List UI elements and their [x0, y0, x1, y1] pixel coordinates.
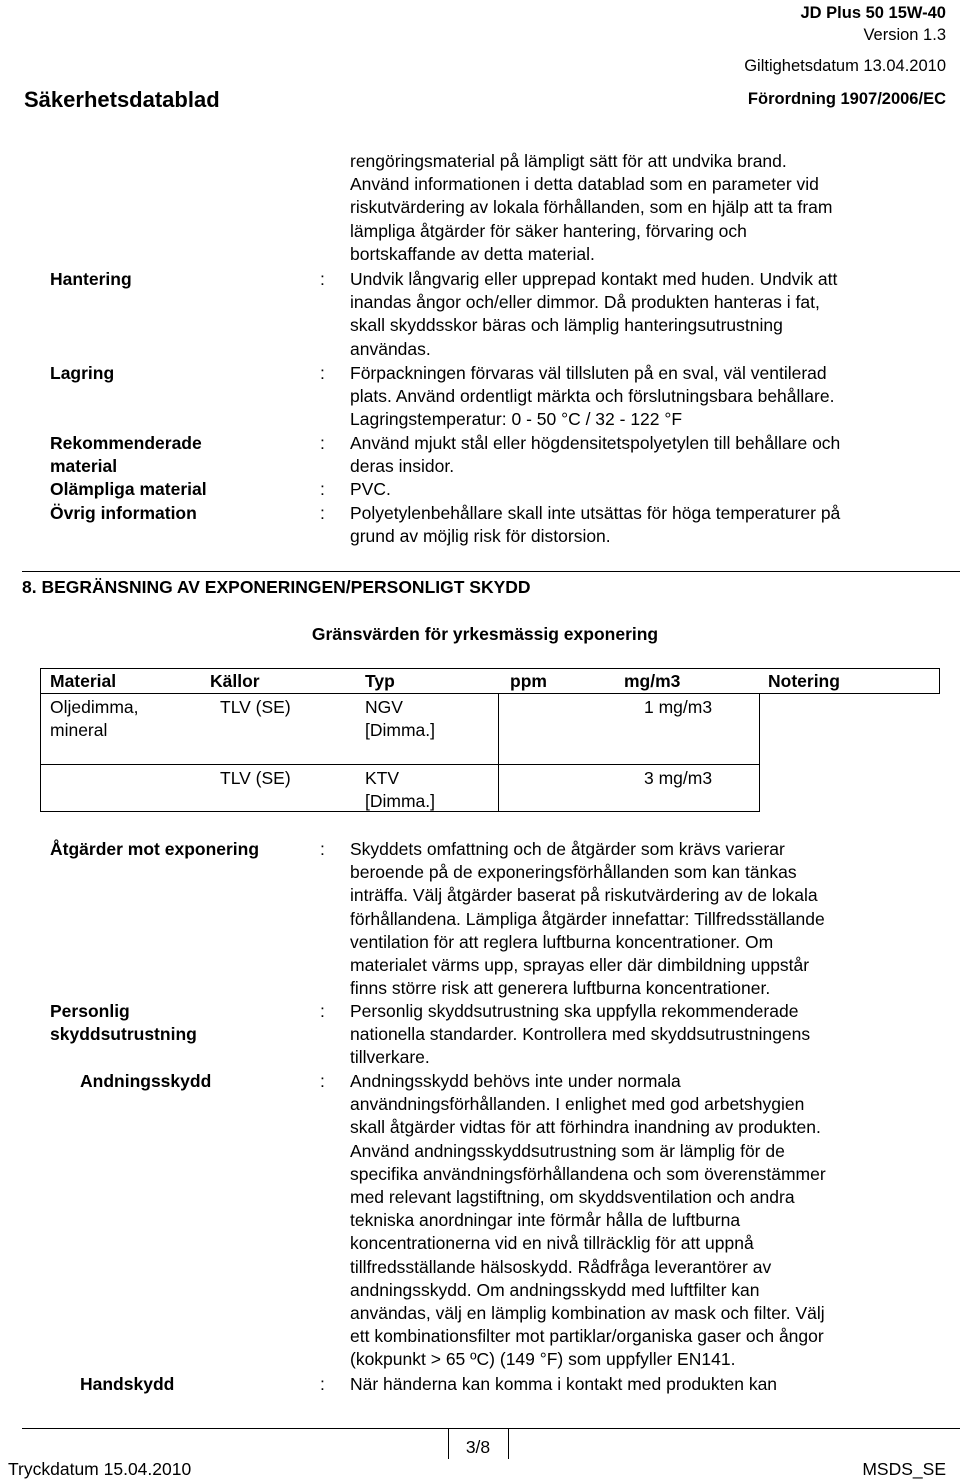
col-header-ppm: ppm — [510, 671, 547, 691]
unsuitable-material-value: PVC. — [350, 479, 391, 499]
regulation-label: Förordning 1907/2006/EC — [747, 90, 946, 108]
table-column-border — [498, 693, 499, 812]
table-border-left — [40, 668, 41, 812]
colon: : — [320, 1374, 325, 1394]
col-header-note: Notering — [768, 671, 840, 691]
cell-source: TLV (SE) — [220, 768, 291, 788]
recommended-material-value: Använd mjukt stål eller högdensitetspolyetylen till behållare och deras insidor. — [350, 433, 841, 477]
col-header-source: Källor — [210, 671, 260, 691]
exposure-limits-subheading: Gränsvärden för yrkesmässig exponering — [311, 624, 659, 644]
col-header-type: Typ — [365, 671, 395, 691]
table-border-top — [40, 668, 940, 669]
table-column-border — [759, 693, 760, 812]
colon: : — [320, 1071, 325, 1091]
ppe-value: Personlig skyddsutrustning ska uppfylla rekommenderade nationella standarder. Kontrollera med skyddsutrustningens tillverkare. — [350, 1001, 811, 1068]
recommended-material-label: Rekommenderade material — [50, 433, 202, 477]
cell-mgm3: 1 mg/m3 — [644, 697, 713, 717]
validity-date: Giltighetsdatum 13.04.2010 — [744, 57, 946, 75]
handling-value: Undvik långvarig eller upprepad kontakt med huden. Undvik att inandas ångor och/eller dimmor. Då produkten hanteras i fat, skall skyddsskor bäras och lämplig hanteringsutrustning användas. — [350, 269, 838, 359]
exposure-controls-label: Åtgärder mot exponering — [50, 839, 260, 859]
print-date: Tryckdatum 15.04.2010 — [8, 1459, 192, 1479]
colon: : — [320, 363, 325, 383]
other-info-value: Polyetylenbehållare skall inte utsättas för höga temperaturer på grund av möjlig risk för distorsion. — [350, 503, 841, 547]
page-number: 3/8 — [465, 1437, 491, 1457]
document-code: MSDS_SE — [862, 1459, 946, 1479]
hand-protection-value: När händerna kan komma i kontakt med produkten kan — [350, 1374, 778, 1394]
colon: : — [320, 839, 325, 859]
section-divider — [22, 571, 960, 572]
colon: : — [320, 269, 325, 289]
col-header-material: Material — [50, 671, 117, 691]
product-name: JD Plus 50 15W-40 — [800, 4, 946, 22]
cell-mgm3: 3 mg/m3 — [644, 768, 713, 788]
hand-protection-label: Handskydd — [80, 1374, 175, 1394]
storage-value: Förpackningen förvaras väl tillsluten på en sval, väl ventilerad plats. Använd ordentligt märkta och förslutningsbara behållare. Lagringstemperatur: 0 - 50 °C / 32 - 122 °F — [350, 363, 835, 430]
cell-type: KTV [Dimma.] — [365, 768, 435, 811]
colon: : — [320, 503, 325, 523]
handling-label: Hantering — [50, 269, 132, 289]
table-row-border — [40, 764, 760, 765]
document-title: Säkerhetsdatablad — [24, 87, 220, 112]
footer-page-box-right — [508, 1429, 509, 1459]
exposure-controls-value: Skyddets omfattning och de åtgärder som krävs varierar beroende på de exponeringsförhållanden som kan tänkas inträffa. Välj åtgärder baserat på riskutvärdering av de lokala förhållandena. Lämpliga åtgärder innefattar: Tillfredsställande ventilation för att reglera luftburna koncentrationer. Om materialet värms upp, sprayas eller där dimbildning uppstår finns större risk att generera luftburna koncentrationer. — [350, 839, 825, 999]
handling-intro-text: rengöringsmaterial på lämpligt sätt för att undvika brand. Använd informationen i detta datablad som en parameter vid riskutvärdering av lokala förhållanden, som en hjälp att ta fram lämpliga åtgärder för säker hantering, förvaring och bortskaffande av detta material. — [350, 151, 833, 264]
table-border-right — [939, 668, 940, 694]
storage-label: Lagring — [50, 363, 115, 383]
respiratory-protection-label: Andningsskydd — [80, 1071, 212, 1091]
cell-type: NGV [Dimma.] — [365, 697, 435, 740]
cell-material: Oljedimma, mineral — [50, 697, 139, 740]
section-8-heading: 8. BEGRÄNSNING AV EXPONERINGEN/PERSONLIGT SKYDD — [22, 577, 531, 597]
other-info-label: Övrig information — [50, 503, 197, 523]
colon: : — [320, 433, 325, 453]
footer-divider — [22, 1428, 960, 1429]
respiratory-protection-value: Andningsskydd behövs inte under normala användningsförhållanden. I enlighet med god arbetshygien skall åtgärder vidtas för att förhindra inandning av produkten. Använd andningsskyddsutrustning som är lämplig för de specifika användningsförhållandena och som överenstämmer med relevant lagstiftning, om skyddsventilation och andra tekniska anordningar inte förmår hålla de luftburna koncentrationerna vid en nivå tillräcklig för att uppnå tillfredsställande hälsoskydd. Rådfråga leverantörer av andningsskydd. Om andningsskydd med luftfilter kan användas, välj en lämplig kombination av mask och filter. Välj ett kombinationsfilter mot partiklar/organiska gaser och ångor (kokpunkt > 65 ºC) (149 °F) som uppfyller EN141. — [350, 1071, 826, 1370]
table-header-border — [40, 693, 940, 694]
cell-source: TLV (SE) — [220, 697, 291, 717]
unsuitable-material-label: Olämpliga material — [50, 479, 207, 499]
colon: : — [320, 1001, 325, 1021]
col-header-mgm3: mg/m3 — [624, 671, 681, 691]
version-label: Version 1.3 — [863, 26, 946, 44]
ppe-label: Personlig skyddsutrustning — [50, 1001, 197, 1045]
colon: : — [320, 479, 325, 499]
